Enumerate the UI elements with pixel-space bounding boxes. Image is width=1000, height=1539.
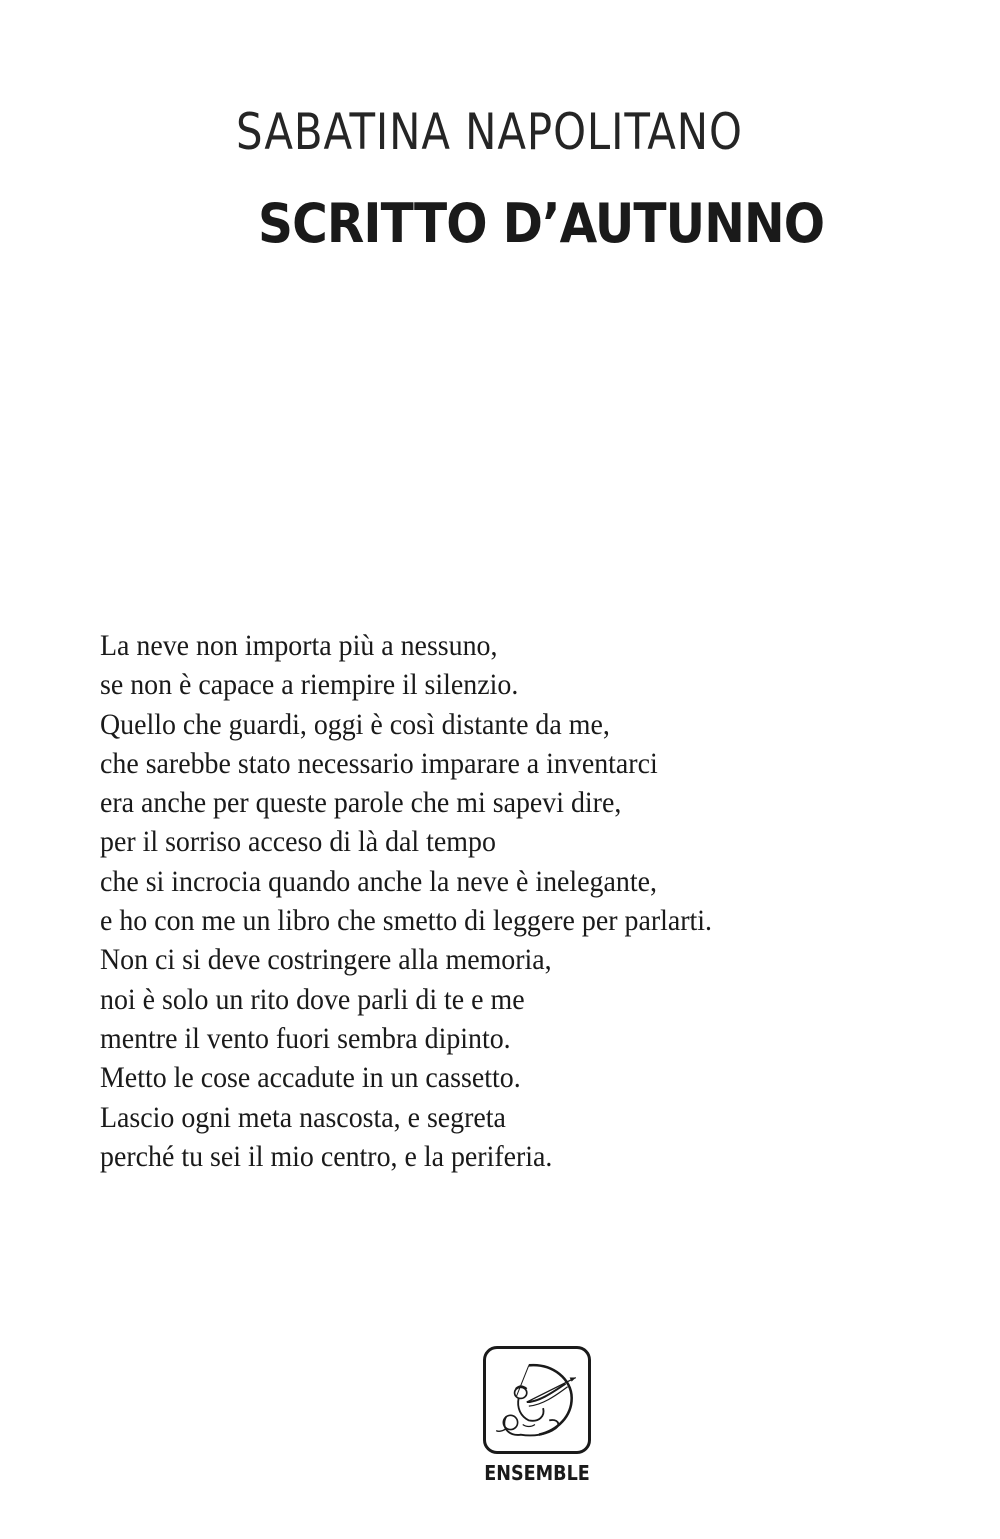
- poem-line: La neve non importa più a nessuno,: [100, 629, 498, 662]
- author-name: [236, 102, 836, 162]
- poem-line: perché tu sei il mio centro, e la periferia.: [100, 1139, 553, 1173]
- book-title-text: SCRITTO D’AUTUNNO: [258, 192, 825, 255]
- poem-line: per il sorriso acceso di là dal tempo: [100, 825, 496, 859]
- poem-line: Lascio ogni meta nascosta, e segreta: [100, 1100, 506, 1134]
- author-name-text: SABATINA NAPOLITANO: [236, 103, 743, 161]
- poem-line: mentre il vento fuori sembra dipinto.: [100, 1021, 511, 1055]
- poem-text: [100, 626, 758, 1176]
- book-title: [258, 192, 887, 256]
- publisher-name-text: ENSEMBLE: [484, 1461, 590, 1485]
- poem-line: Quello che guardi, oggi è così distante da me,: [100, 707, 610, 741]
- poem-line: e ho con me un libro che smetto di leggere per parlarti.: [100, 904, 713, 938]
- poem-line: che sarebbe stato necessario imparare a inventarci: [100, 746, 658, 780]
- poem-line: era anche per queste parole che mi sapevi dire,: [100, 786, 622, 820]
- archer-centaur-icon: [486, 1349, 588, 1451]
- poem-line: noi è solo un rito dove parli di te e me: [100, 982, 525, 1016]
- poem-line: che si incrocia quando anche la neve è inelegante,: [100, 864, 657, 898]
- publisher-name: [460, 1461, 614, 1485]
- poem-line: se non è capace a riempire il silenzio.: [100, 668, 519, 702]
- poem-line: Non ci si deve costringere alla memoria,: [100, 943, 552, 977]
- poem-line: Metto le cose accadute in un cassetto.: [100, 1061, 521, 1095]
- publisher-logo: [483, 1346, 591, 1454]
